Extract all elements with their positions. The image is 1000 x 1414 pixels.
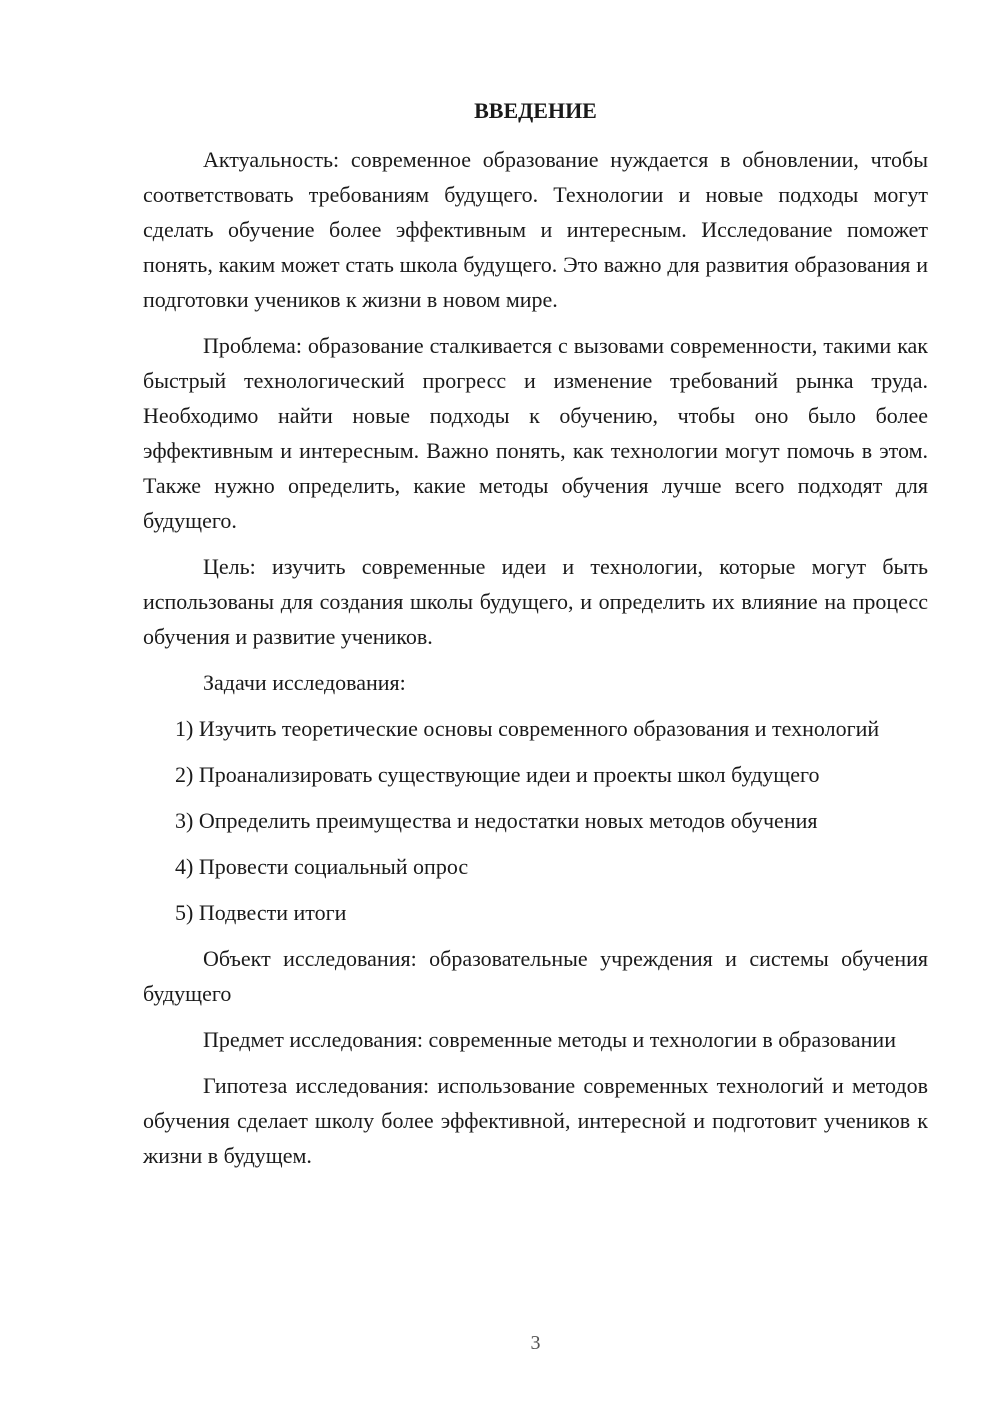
list-item-number: 4) (175, 854, 194, 879)
list-item-number: 2) (175, 762, 194, 787)
paragraph-goal: Цель: изучить современные идеи и технологии, которые могут быть использованы для создания школы будущего, и определить их влияние на процесс обучения и развитие учеников. (143, 554, 928, 649)
list-item (143, 849, 928, 884)
tasks-list (143, 711, 928, 930)
list-item-number: 3) (175, 808, 194, 833)
page-number: 3 (530, 1332, 541, 1354)
paragraph-problem: Проблема: образование сталкивается с вызовами современности, такими как быстрый технологический прогресс и изменение требований рынка труда. Необходимо найти новые подходы к обучению, чтобы оно было более эффективным и интересным. Важно понять, как технологии могут помочь в этом. Также нужно определить, какие методы обучения лучше всего подходят для будущего. (143, 333, 928, 533)
list-item (143, 711, 928, 746)
list-item-number: 1) (175, 716, 194, 741)
paragraph-hypothesis: Гипотеза исследования: использование современных технологий и методов обучения сделает школу более эффективной, интересной и подготовит учеников к жизни в будущем. (143, 1073, 928, 1168)
list-item-text: Провести социальный опрос (198, 854, 469, 879)
page-title: ВВЕДЕНИЕ (474, 98, 597, 123)
list-item-text: Изучить теоретические основы современного образования и технологий (198, 716, 880, 741)
document-body (143, 142, 928, 1184)
list-item-text: Подвести итоги (198, 900, 347, 925)
paragraph-subject: Предмет исследования: современные методы и технологии в образовании (203, 1027, 896, 1052)
list-item (143, 803, 928, 838)
list-item-text: Определить преимущества и недостатки новых методов обучения (198, 808, 818, 833)
paragraph-tasks-heading: Задачи исследования: (203, 670, 406, 695)
paragraph-relevance: Актуальность: современное образование нуждается в обновлении, чтобы соответствовать требованиям будущего. Технологии и новые подходы могут сделать обучение более эффективным и интересным. Исследование поможет понять, каким может стать школа будущего. Это важно для развития образования и подготовки учеников к жизни в новом мире. (143, 147, 928, 312)
list-item (143, 895, 928, 930)
list-item-number: 5) (175, 900, 194, 925)
paragraph-object: Объект исследования: образовательные учреждения и системы обучения будущего (143, 946, 928, 1006)
list-item (143, 757, 928, 792)
document-page (143, 0, 928, 1414)
list-item-text: Проанализировать существующие идеи и проекты школ будущего (198, 762, 820, 787)
